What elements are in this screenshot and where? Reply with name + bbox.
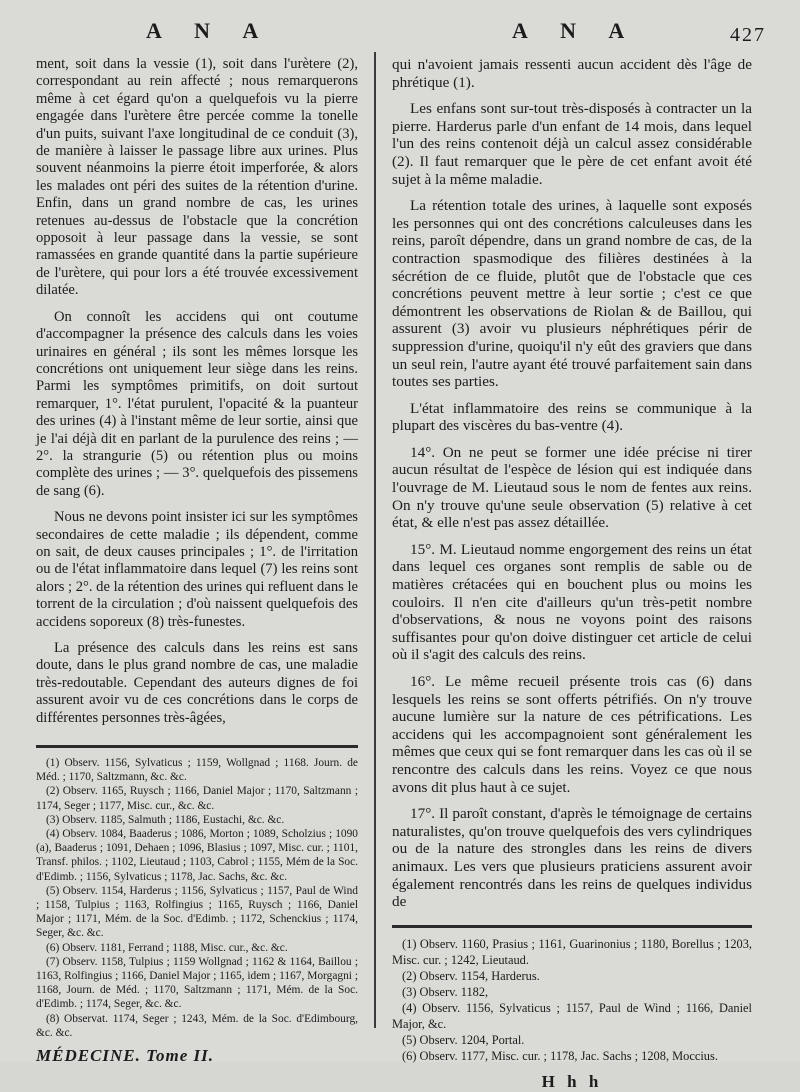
footnote: (2) Observ. 1165, Ruysch ; 1166, Daniel Major ; 1170, Saltzmann ; 1174, Seger ; 1177, Misc. cur., &c. &c.: [36, 785, 358, 812]
left-body-text: [36, 56, 358, 727]
left-footnotes: [36, 756, 358, 1040]
volume-signature: MÉDECINE. Tome II.: [36, 1046, 214, 1066]
page-number: 427: [730, 24, 766, 46]
paragraph: 16°. Le même recueil présente trois cas (6) dans lesquels les reins se sont offerts pétrifiés. On n'y trouve aucune lumière sur la nature de ces pétrifications. Les accidens qui les accompagnoient sont généralement les mêmes que ceux qui se font remarquer dans les cas où il se rencontre des calculs dans les reins. Voyez ce que nous avons dit plus haut à ce sujet.: [392, 673, 752, 796]
footnote: (5) Observ. 1204, Portal.: [402, 1032, 525, 1047]
column-divider: [374, 52, 376, 1028]
paragraph: 15°. M. Lieutaud nomme engorgement des reins un état dans lequel ces organes sont remplis de sable ou de matières crétacées qui en bouchent plus ou moins les couloirs. Il n'en cite d'ailleurs qu'un très-petit nombre d'observations, & nous ne voyons point des raisons suffisantes pour qu'on doive distinguer cet article de celui où il s'agit des calculs des reins.: [392, 540, 752, 664]
paragraph: L'état inflammatoire des reins se communique à la plupart des viscères du bas-ventre (4).: [392, 399, 752, 435]
paragraph: On connoît les accidens qui ont coutume d'accompagner la présence des calculs dans les voies urinaires en général ; ils sont les mêmes lorsque les concrétions ont uniquement leur siège dans les reins. Parmi les symptômes primitifs, on doit surtout remarquer, 1°. l'état purulent, l'opacité & la puanteur des urines (4) à l'instant même de leur sortie, ainsi que je l'ai déjà dit en parlant de la purulence des reins ; — 2°. la strangurie (5) ou rétention plus ou moins complète des urines ; — 3°. quelquefois des pissemens de sang (6).: [36, 308, 358, 499]
footnote: (5) Observ. 1154, Harderus ; 1156, Sylvaticus ; 1157, Paul de Wind ; 1158, Tulpius ; 1163, Rolfingius ; 1165, Ruysch ; 1166, Daniel Major ; 1171, Mém. de la Soc. d'Edimb. ; 1172, Schenckius ; 1174, Seger, &c. &c.: [36, 884, 358, 940]
paragraph: ment, soit dans la vessie (1), soit dans l'urètere (2), correspondant au rein affecté ; nous remarquerons même à cet égard qu'on a quelquefois vu la pierre engagée dans l'urètere être percée comme la tonelle d'un puits, suivant l'axe longitudinal de ce conduit (3), de manière à laisser le passage libre aux urines. Plus souvent néanmoins la pierre étoit imperforée, & alors les malades ont péri des suites de la rétention d'urine. Enfin, dans un grand nombre de cas, les urines retenues au-dessus de l'obstacle que la concrétion opposoit à leur passage dans la vessie, se sont ramassées en grande quantité dans la partie supérieure de l'urètere, qui pour lors a été trouvée excessivement dilatée.: [36, 56, 358, 299]
paragraph: La présence des calculs dans les reins est sans doute, dans le plus grand nombre de cas, une maladie très-redoutable. Cependant des auteurs dignes de foi assurent avoir vu de ces concrétions dans le corps de différentes personnes très-âgées,: [36, 640, 358, 726]
footnote: (3) Observ. 1182,: [402, 984, 489, 999]
footnote: (6) Observ. 1177, Misc. cur. ; 1178, Jac. Sachs ; 1208, Moccius.: [402, 1048, 718, 1063]
paragraph: La rétention totale des urines, à laquelle sont exposés les personnes qui ont des concrétions calculeuses dans les reins, paroît dépendre, dans un grand nombre de cas, de la contraction spasmodique des filières destinées à la sécrétion de ce fluide, plutôt que de l'obstacle que ces concrétions peuvent mettre à leur sortie ; c'est ce que démontrent les observations de Riolan & de Baillou, qui assurent (3) avoir vu plusieurs néphrétiques périr de suppression d'urine, quoiqu'il n'y eût des graviers que dans un seul rein, l'autre ayant été trouvé parfaitement sain dans toutes ses parties.: [392, 197, 752, 391]
footnote-rule: [392, 925, 752, 928]
right-footnotes: [392, 936, 752, 1064]
paragraph: Nous ne devons point insister ici sur les symptômes secondaires de cette maladie ; ils dépendent, comme on sait, de deux causes principales ; 1°. de l'irritation ou de l'état inflammatoire dans lequel (7) les reins sont alors ; 2°. de la rétention des urines qui refluent dans le torrent de la circulation ; d'où naissent quelquefois des accidens soporeux (8) très-funestes.: [36, 509, 358, 630]
footnote: (8) Observat. 1174, Seger ; 1243, Mém. de la Soc. d'Edimbourg, &c. &c.: [36, 1012, 358, 1039]
running-head-left: A N A: [146, 18, 273, 43]
footnote: (4) Observ. 1156, Sylvaticus ; 1157, Paul de Wind ; 1166, Daniel Major, &c.: [392, 1000, 752, 1031]
footnote: (6) Observ. 1181, Ferrand ; 1188, Misc. cur., &c. &c.: [46, 941, 288, 954]
gathering-signature: H h h: [541, 1071, 603, 1091]
footnote: (7) Observ. 1158, Tulpius ; 1159 Wollgnad ; 1162 & 1164, Baillou ; 1163, Rolfingius ; 1166, Daniel Major ; 1165, idem ; 1167, Morgagni ; 1168, Journ. de Méd. ; 1170, Saltzmann ; 1171, Mém. de la Soc. d'Edimb. ; 1174, Seger, &c. &c.: [36, 955, 358, 1011]
footnote: (1) Observ. 1160, Prasius ; 1161, Guarinonius ; 1180, Borellus ; 1203, Misc. cur. ; 1242, Lieutaud.: [392, 936, 752, 967]
right-body-text: [392, 56, 752, 911]
paragraph: Les enfans sont sur-tout très-disposés à contracter un la pierre. Harderus parle d'un enfant de 14 mois, dans lequel l'un des reins contenoit déjà un calcul assez considérable (2). Il faut remarquer que le père de cet enfant avoit été sujet à la même maladie.: [392, 100, 752, 188]
footnote: (1) Observ. 1156, Sylvaticus ; 1159, Wollgnad ; 1168. Journ. de Méd. ; 1170, Saltzmann, &c. &c.: [36, 757, 358, 784]
footnote: (4) Observ. 1084, Baaderus ; 1086, Morton ; 1089, Scholzius ; 1090 (a), Baaderus ; 1091, Dehaen ; 1096, Blasius ; 1097, Misc. cur. ; 1101, Transf. philos. ; 1102, Lieutaud ; 1103, Cabrol ; 1155, Mém de la Soc. d'Edimb. ; 1156, Sylvaticus ; 1178, Jac. Sachs, &c. &c.: [36, 828, 358, 883]
running-head-right: A N A: [512, 18, 639, 43]
paragraph: qui n'avoient jamais ressenti aucun accident dès l'âge de phrétique (1).: [392, 56, 752, 91]
footnote: (2) Observ. 1154, Harderus.: [402, 968, 540, 983]
paragraph: 17°. Il paroît constant, d'après le témoignage de certains naturalistes, qu'on trouve quelquefois des vers cylindriques ou de la nature des strongles dans les reins de divers animaux. Les vers que plusieurs praticiens assurent avoir également rencontrés dans les reins de quelques individus de: [392, 805, 752, 911]
paragraph: 14°. On ne peut se former une idée précise ni tirer aucun résultat de l'espèce de lésion qui est indiquée dans l'ouvrage de M. Lieutaud sous le nom de fentes aux reins. On n'y trouve qu'une seule observation (5) relative à cet état, & elle n'est pas assez détaillée.: [392, 443, 752, 532]
left-column: [36, 56, 358, 1066]
footnote: (3) Observ. 1185, Salmuth ; 1186, Eustachi, &c. &c.: [46, 813, 285, 826]
footnote-rule: [36, 745, 358, 748]
right-column: [392, 56, 752, 1091]
